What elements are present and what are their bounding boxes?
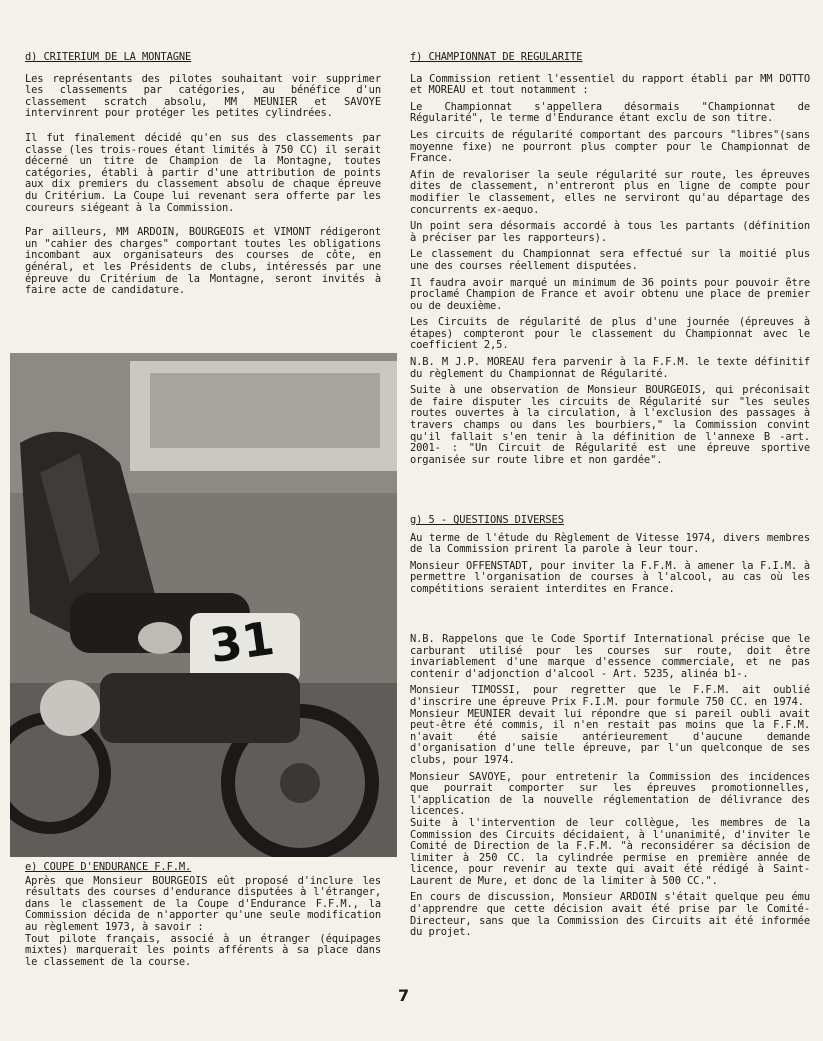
paragraph: Afin de revaloriser la seule régularité sur route, les épreuves dites de classement, n'entreront plus en ligne de compte pour modifier le classement, elles ne serviront qu'au départage des concurrents ex-aequo. (410, 168, 810, 216)
motorcycle-racer-photo (10, 353, 397, 857)
section-g-heading: g) 5 - QUESTIONS DIVERSES (410, 514, 564, 526)
race-number: 31 (206, 610, 278, 674)
paragraph: Monsieur SAVOYE, pour entretenir la Commission des incidences que pourrait comporter sur les épreuves promotionnelles, l'application de la nouvelle réglementation de délivrance des licences. (410, 770, 810, 818)
paragraph: Les circuits de régularité comportant des parcours "libres"(sans moyenne fixe) ne pourront plus compter pour le Championnat de France. (410, 128, 810, 165)
paragraph: Monsieur TIMOSSI, pour regretter que le F.F.M. ait oublié d'inscrire une épreuve Prix F.I.M. pour formule 750 CC. en 1974. (410, 684, 810, 708)
section-e-heading: e) COUPE D'ENDURANCE F.F.M. (25, 861, 192, 873)
paragraph: Au terme de l'étude du Règlement de Vitesse 1974, divers membres de la Commission prirent la parole à leur tour. (410, 531, 810, 556)
paragraph: Suite à une observation de Monsieur BOURGEOIS, qui préconisait de faire disputer les circuits de Régularité sur "les seules routes ouvertes à la circulation, à l'exclusion des passages à travers champs ou dans les bourbiers," la Commission convint qu'il fallait s'en tenir à la définition de l'annexe B -art. 2001- : "Un Circuit de Régularité est une épreuve sportive organisée sur route libre et non gardée". (410, 384, 810, 466)
paragraph: La Commission retient l'essentiel du rapport établi par MM DOTTO et MOREAU et tout notamment : (410, 72, 810, 97)
paragraph: Les représentants des pilotes souhaitant voir supprimer les classements par catégories, au bénéfice d'un classement scratch absolu, MM MEUNIER et SAVOYE intervinrent pour protéger les petites cylindrées. (25, 72, 381, 120)
section-g (410, 515, 810, 601)
paragraph: Tout pilote français, associé à un étranger (équipages mixtes) marquerait les points afférents à sa place dans le classement de la course. (25, 932, 381, 968)
section-d (25, 52, 381, 302)
section-g-notes (410, 634, 810, 944)
paragraph: Il fut finalement décidé qu'en sus des classements par classe (les trois-roues étant limités à 750 CC) il serait décerné un titre de Champion de la Montagne, toutes catégories, établi à partir d'une attribution de points aux dix premiers du classement absolu de chaque épreuve du Critérium. La Coupe lui revenant sera offerte par les coureurs siégeant à la Commission. (25, 131, 381, 214)
paragraph: Monsieur OFFENSTADT, pour inviter la F.F.M. à amener la F.I.M. à permettre l'organisation de courses à l'alcool, au cas où les compétitions seraient interdites en France. (410, 559, 810, 595)
motorcycle-illustration (10, 353, 397, 857)
paragraph: Les Circuits de régularité de plus d'une journée (épreuves à étapes) compteront pour le classement du Championnat avec le coefficient 2,5. (410, 316, 810, 352)
section-f (410, 52, 810, 471)
section-f-heading: f) CHAMPIONNAT DE REGULARITE (410, 51, 583, 63)
section-e (25, 862, 381, 973)
paragraph: Un point sera désormais accordé à tous les partants (définition à préciser par les rapporteurs). (410, 220, 810, 244)
section-d-heading: d) CRITERIUM DE LA MONTAGNE (25, 51, 192, 63)
paragraph: Le Championnat s'appellera désormais "Championnat de Régularité", le terme d'Endurance étant exclu de son titre. (410, 100, 810, 125)
page-number: 7 (398, 986, 410, 1005)
paragraph: N.B. M J.P. MOREAU fera parvenir à la F.F.M. le texte définitif du règlement du Championnat de Régularité. (410, 356, 810, 380)
paragraph: Suite à l'intervention de leur collègue, les membres de la Commission des Circuits décidaient, à l'unanimité, d'inviter le Comité de Direction de la F.F.M. "à reconsidérer sa décision de limiter à 250 CC. la cylindrée permise en première année de licence, pour revenir au texte qui avait été rédigé à Saint-Laurent de Mure, et donc de la limiter à 500 CC.". (410, 816, 810, 887)
paragraph: Par ailleurs, MM ARDOIN, BOURGEOIS et VIMONT rédigeront un "cahier des charges" comportant toutes les obligations incombant aux organisateurs des courses de côte, en général, et les Présidents de clubs, intéressés par une épreuve du Critérium de la Montagne, seront invités à faire acte de candidature. (25, 226, 381, 297)
paragraph: Il faudra avoir marqué un minimum de 36 points pour pouvoir être proclamé Champion de France et avoir obtenu une place de premier ou de deuxième. (410, 276, 810, 312)
paragraph: Le classement du Championnat sera effectué sur la moitié plus une des courses réellement disputées. (410, 248, 810, 272)
paragraph: En cours de discussion, Monsieur ARDOIN s'était quelque peu ému d'apprendre que cette décision avait été prise par le Comité-Directeur, sans que la Commission des Circuits ait été informée du projet. (410, 891, 810, 939)
paragraph: Monsieur MEUNIER devait lui répondre que si pareil oubli avait peut-être été commis, il n'en restait pas moins que la F.F.M. n'avait été saisie antérieurement d'aucune demande d'organisation d'une telle épreuve, par l'un quelconque de ses clubs, pour 1974. (410, 707, 810, 766)
paragraph: N.B. Rappelons que le Code Sportif International précise que le carburant utilisé pour les courses sur route, doit être invariablement d'une marque d'essence commerciale, et ne pas contenir d'adjonction d'alcool - Art. 5235, alinéa b1-. (410, 633, 810, 680)
paragraph: Après que Monsieur BOURGEOIS eût proposé d'inclure les résultats des courses d'endurance disputées à l'étranger, dans le classement de la Coupe d'Endurance F.F.M., la Commission décida de n'apporter qu'une seule modification au règlement 1973, à savoir : (25, 874, 381, 933)
